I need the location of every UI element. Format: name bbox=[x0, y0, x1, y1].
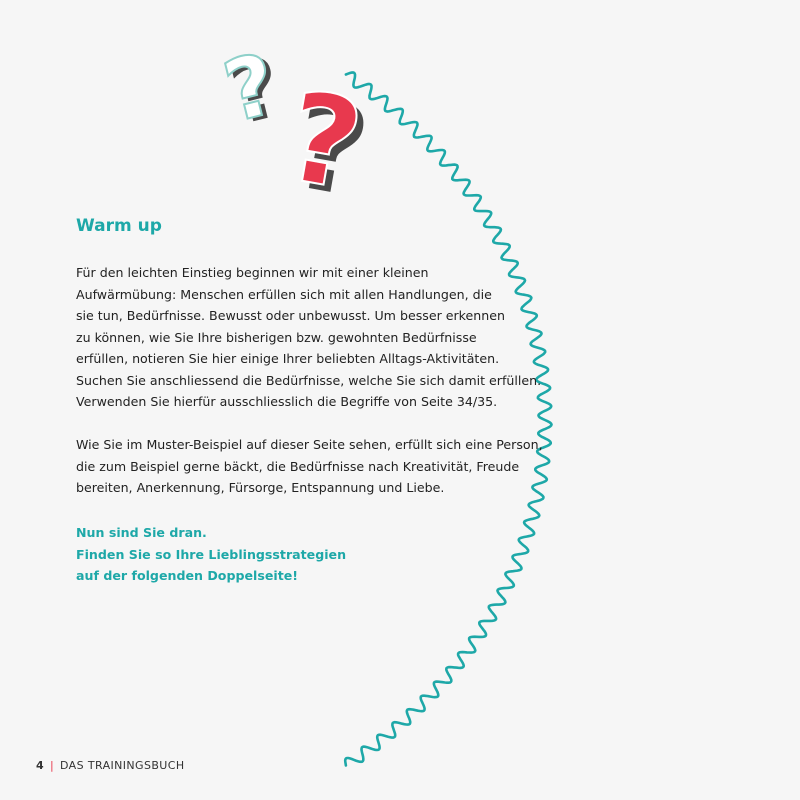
question-marks-illustration bbox=[214, 34, 378, 220]
page-number: 4 bbox=[36, 759, 45, 772]
footer-separator: | bbox=[49, 759, 55, 772]
paragraph-2-line: Wie Sie im Muster-Beispiel auf dieser Seite sehen, erfüllt sich eine Person, bbox=[76, 437, 543, 452]
paragraph-1-line: sie tun, Bedürfnisse. Bewusst oder unbewusst. Um besser erkennen bbox=[76, 308, 505, 323]
book-title: DAS TRAININGSBUCH bbox=[59, 759, 185, 772]
cta-line: auf der folgenden Doppelseite! bbox=[76, 568, 299, 583]
paragraph-1-line: Für den leichten Einstieg beginnen wir mit einer kleinen bbox=[76, 265, 429, 280]
page-footer bbox=[36, 759, 185, 772]
paragraph-1-line: erfüllen, notieren Sie hier einige Ihrer beliebten Alltags-Aktivitäten. bbox=[76, 351, 500, 366]
body-text bbox=[76, 262, 543, 499]
paragraph-2-line: bereiten, Anerkennung, Fürsorge, Entspannung und Liebe. bbox=[76, 480, 445, 495]
cta-line: Nun sind Sie dran. bbox=[76, 525, 207, 540]
cta-line: Finden Sie so Ihre Lieblingsstrategien bbox=[76, 546, 347, 562]
section-heading: Warm up bbox=[76, 216, 162, 236]
paragraph-1-line: zu können, wie Sie Ihre bisherigen bzw. gewohnten Bedürfnisse bbox=[76, 329, 477, 345]
paragraph-1-line: Verwenden Sie hierfür ausschliesslich die Begriffe von Seite 34/35. bbox=[76, 394, 498, 409]
paragraph-1-line: Aufwärmübung: Menschen erfüllen sich mit allen Handlungen, die bbox=[76, 286, 492, 302]
call-to-action bbox=[76, 522, 346, 587]
paragraph-1-line: Suchen Sie anschliessend die Bedürfnisse, welche Sie sich damit erfüllen. bbox=[76, 372, 542, 388]
paragraph-spacer bbox=[76, 413, 536, 435]
question-mark-white-icon: ? bbox=[214, 34, 286, 142]
question-mark-red-icon: ? bbox=[276, 64, 372, 220]
paragraph-2-line: die zum Beispiel gerne bäckt, die Bedürfnisse nach Kreativität, Freude bbox=[76, 458, 520, 474]
